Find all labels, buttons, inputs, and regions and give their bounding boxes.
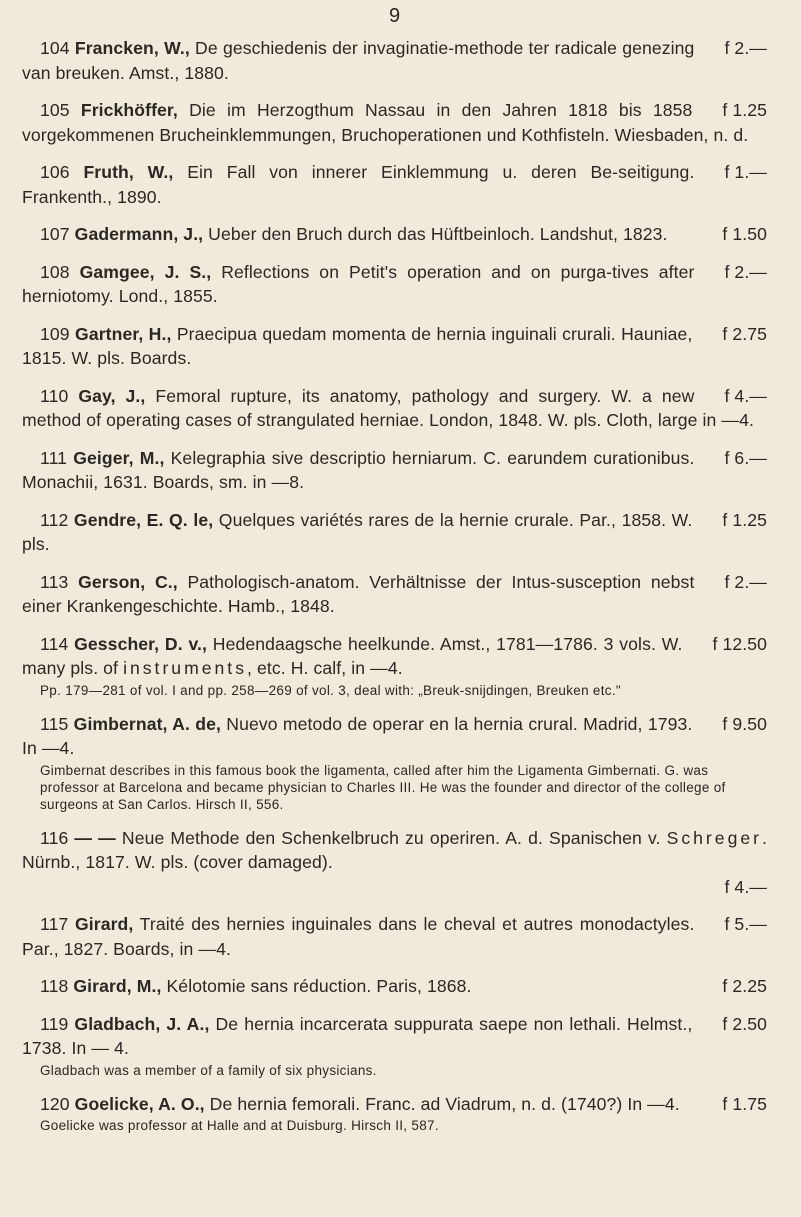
entry-price: f 1.25: [722, 100, 767, 120]
entry-title: Kélotomie sans réduction. Paris, 1868.: [166, 976, 472, 996]
entry-price: f 2.75: [722, 323, 767, 344]
entry-author: Gartner, H.,: [75, 323, 172, 344]
entry-author: Gay, J.,: [78, 385, 146, 406]
catalogue-entry: [22, 508, 767, 557]
entry-price: f 1.50: [722, 224, 767, 244]
entry-number: 109: [40, 323, 70, 344]
entry-number: 118: [40, 976, 69, 996]
entry-title-end: . Nürnb., 1817. W. pls. (cover damaged).: [22, 827, 767, 872]
entry-text: [22, 160, 767, 209]
entry-title: Neue Methode den Schenkelbruch zu operiren. A. d. Spanischen v.: [121, 827, 661, 848]
entry-text: [22, 632, 767, 681]
entry-text: [22, 1092, 767, 1117]
entry-author: Gadermann, J.,: [74, 224, 204, 244]
catalogue-entry: [22, 36, 767, 85]
entry-text: [22, 508, 767, 557]
entry-text: [22, 712, 767, 761]
catalogue-entry: [22, 98, 767, 147]
entry-author: — —: [74, 827, 116, 848]
entry-text: [22, 322, 767, 371]
entry-author: Geiger, M.,: [73, 447, 165, 468]
entry-number: 117: [40, 914, 69, 934]
entry-title: De hernia incarcerata suppurata saepe non lethali. Helmst., 1738. In — 4.: [22, 1013, 693, 1058]
catalogue-entry: [22, 826, 767, 900]
entry-author: Gesscher, D. v.,: [74, 633, 208, 654]
catalogue-entry: [22, 322, 767, 371]
catalogue-entry: [22, 712, 767, 813]
entry-note: Pp. 179—281 of vol. I and pp. 258—269 of vol. 3, deal with: „Breuk-snijdingen, Breuken etc.": [40, 682, 621, 698]
entry-author: Girard, M.,: [73, 976, 162, 996]
entry-text: [22, 222, 767, 247]
entry-title: De hernia femorali. Franc. ad Viadrum, n. d. (1740?) In —4.: [209, 1093, 680, 1114]
entry-author: Goelicke, A. O.,: [74, 1093, 205, 1114]
entry-title: Praecipua quedam momenta de hernia inguinali crurali. Hauniae, 1815. W. pls. Boards.: [22, 323, 693, 368]
entry-author: Gendre, E. Q. le,: [73, 509, 214, 530]
entry-title-end: , etc. H. calf, in —4.: [247, 658, 403, 678]
entry-number: 106: [40, 162, 70, 182]
entry-title: Reflections on Petit's operation and on purga-tives after herniotomy. Lond., 1855.: [22, 261, 695, 306]
entry-title: Ueber den Bruch durch das Hüftbeinloch. Landshut, 1823.: [208, 224, 668, 244]
entry-price: f 2.—: [724, 261, 767, 282]
entry-title: Ein Fall von innerer Einklemmung u. deren Be-seitigung. Frankenth., 1890.: [22, 162, 695, 207]
entry-number: 110: [40, 385, 69, 406]
entry-text: [22, 446, 767, 495]
entry-text: [22, 912, 767, 961]
catalogue-entry: [22, 1012, 767, 1079]
entry-title: Die im Herzogthum Nassau in den Jahren 1818 bis 1858 vorgekommenen Brucheinklemmungen, Bruchoperationen und Kothfisteln. Wiesbaden, n. d.: [22, 100, 749, 145]
entry-number: 113: [40, 571, 69, 592]
entry-text: [22, 98, 767, 147]
entry-price: f 2.—: [724, 38, 767, 58]
entry-title: De geschiedenis der invaginatie-methode ter radicale genezing van breuken. Amst., 1880.: [22, 38, 695, 83]
entry-title: Femoral rupture, its anatomy, pathology and surgery. W. a new method of operating cases of strangulated herniae. London, 1848. W. pls. Cloth, large in —4.: [22, 385, 754, 430]
entry-number: 116: [40, 827, 69, 848]
entry-price: f 12.50: [712, 633, 767, 654]
entry-author: Gladbach, J. A.,: [74, 1013, 210, 1034]
entry-author: Gimbernat, A. de,: [73, 713, 221, 734]
entry-number: 119: [40, 1013, 69, 1034]
entry-price: f 9.50: [722, 713, 767, 734]
catalogue-entry: [22, 1092, 767, 1135]
entry-price: f 1.75: [722, 1093, 767, 1114]
entry-price: f 1.—: [724, 162, 767, 182]
entry-text: [22, 570, 767, 619]
entry-title: Nuevo metodo de operar en la hernia crural. Madrid, 1793. In —4.: [22, 713, 693, 758]
catalogue-entry: [22, 160, 767, 209]
entry-author: Fruth, W.,: [83, 162, 174, 182]
entry-text: [22, 384, 767, 433]
entry-number: 114: [40, 633, 69, 654]
entry-number: 112: [40, 509, 69, 530]
entry-price: f 2.—: [724, 571, 767, 592]
entry-note: Gimbernat describes in this famous book the ligamenta, called after him the Ligamenta Gimbernati. G. was professor at Barcelona and became physician to Charles III. He was the founder and director of the college of surgeons at San Carlos. Hirsch II, 556.: [40, 762, 726, 812]
entry-price: f 4.—: [724, 876, 767, 897]
entry-title-spaced: instruments: [123, 658, 247, 678]
catalogue-entry: [22, 912, 767, 961]
entry-price: f 4.—: [724, 385, 767, 406]
entry-text: [22, 260, 767, 309]
entry-price: f 5.—: [724, 914, 767, 934]
entry-note: Gladbach was a member of a family of six physicians.: [40, 1062, 377, 1078]
entry-text: [22, 974, 767, 999]
catalogue-entry: [22, 260, 767, 309]
entry-title: Hedendaagsche heelkunde. Amst., 1781—1786. 3 vols. W. many pls. of: [22, 633, 683, 678]
catalogue-entry: [22, 446, 767, 495]
entry-title-spaced: Schreger: [666, 827, 762, 848]
entry-author: Francken, W.,: [74, 38, 190, 58]
entry-number: 107: [40, 224, 70, 244]
entry-price: f 1.25: [722, 509, 767, 530]
entry-text: [22, 826, 767, 900]
catalogue-entry: [22, 632, 767, 699]
entry-number: 105: [40, 100, 70, 120]
entry-title: Pathologisch-anatom. Verhältnisse der Intus-susception nebst einer Krankengeschichte. Hamb., 1848.: [22, 571, 695, 616]
entry-number: 104: [40, 38, 70, 58]
entry-author: Frickhöffer,: [80, 100, 178, 120]
entry-number: 111: [40, 447, 68, 468]
page-number: 9: [388, 5, 401, 27]
entry-price: f 2.25: [722, 976, 767, 996]
catalogue-entry: [22, 222, 767, 247]
entry-author: Gamgee, J. S.,: [79, 261, 212, 282]
entry-price: f 6.—: [724, 447, 767, 468]
entry-text: [22, 36, 767, 85]
entry-author: Girard,: [74, 914, 134, 934]
entry-author: Gerson, C.,: [78, 571, 178, 592]
entry-list: [22, 36, 767, 1134]
entry-number: 108: [40, 261, 70, 282]
entry-note: Goelicke was professor at Halle and at Duisburg. Hirsch II, 587.: [40, 1118, 439, 1133]
entry-price: f 2.50: [722, 1013, 767, 1034]
entry-number: 120: [40, 1093, 70, 1114]
entry-title: Traité des hernies inguinales dans le cheval et autres monodactyles. Par., 1827. Boards, in —4.: [22, 914, 695, 959]
entry-text: [22, 1012, 767, 1061]
catalogue-entry: [22, 570, 767, 619]
entry-title: Kelegraphia sive descriptio herniarum. C. earundem curationibus. Monachii, 1631. Boards, sm. in —8.: [22, 447, 695, 492]
entry-number: 115: [40, 713, 69, 734]
catalogue-entry: [22, 974, 767, 999]
entry-title: Quelques variétés rares de la hernie crurale. Par., 1858. W. pls.: [22, 509, 693, 554]
catalogue-entry: [22, 384, 767, 433]
